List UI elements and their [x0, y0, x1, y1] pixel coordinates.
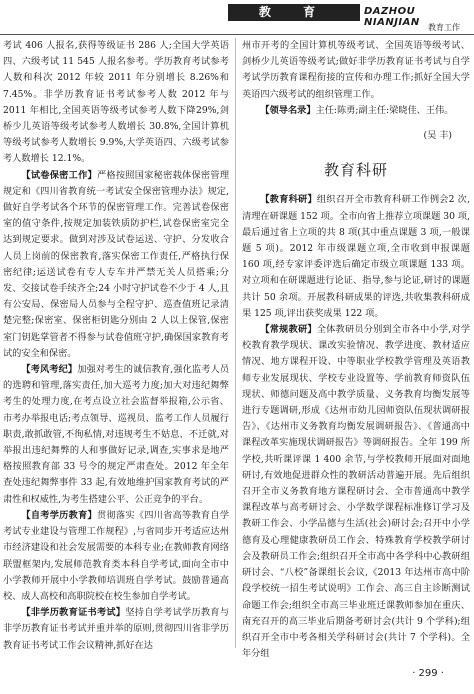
self-study-text: 贯彻落实《四川省高等教育自学考试专业建设与管理工作规程》,与省同步开考适应达州市经济建设和社会发展需要的本科专业;在教师教育网络联盟框架内,发展师范教育类本科自学考试,面向全市中小学教师开展中小学教师培训班自学考试。鼓励普通高校、成人高校和高职院校在校生参加自学考试。	[3, 509, 230, 602]
routine-research-heading: 【常规教研】	[260, 324, 317, 336]
certificate-exam-heading: 【非学历教育证书考试】	[21, 607, 126, 619]
right-column	[242, 38, 470, 662]
research-text: 组织召开全市教育科研工作例会2 次,清理在研课题 152 项。全市向省上推荐立项课题 30 项,最后通过省上立项的共 8 项(其中重点课题 3 项,一般课题 5 项)。2012 年市级课题立项,全市收到申报课题 160 项,经专家评委评选后确定市级立项课题 133 项。对立项和在研课题进行论证、指导,参与论证,研讨的课题共计 50 余项。开展教科研成果的评选,共收集教科研成果 125 项,评出获奖成果 122 项。	[242, 194, 470, 319]
header-rule	[0, 34, 474, 35]
exam-discipline-heading: 【考风考纪】	[21, 364, 78, 376]
page-header	[0, 0, 474, 40]
exam-stats-paragraph: 考试 406 人报名,获得等级证书 286 人;全国大学英语四、六级考试 11 545 人报名参考。学历教育考试参考人数和科次 2012 年较 2011 年分别增长 8.26%和 7.45%。非学历教育证书考试参考人数 2012 年与 2011 年相比,全国英语等级考试参考人数下降29%,剑桥少儿英语等级考试参考人数增长 30.8%,全国计算机等级考试参考人数增长 9.9%,大学英语四、六级考试参考人数增长 12.1%。	[3, 40, 229, 165]
research-heading: 【教育科研】	[260, 194, 317, 206]
column-divider	[235, 38, 236, 648]
certificate-exam-paragraph	[3, 605, 229, 654]
certificate-exam-continued: 州市开考的全国计算机等级考试、全国英语等级考试、剑桥少儿英语等级考试;做好非学历教育证书考试与自学考试学历教育课程衔接的宣传和办理工作;抓好全国大学英语四六级考试的组织管理工作。	[242, 40, 470, 100]
exam-discipline-text: 加强对考生的诚信教育,强化监考人员的选聘和管理,落实责任,加大巡考力度;加大对违纪舞弊考生的处理力度,在考点设立社会监督举报箱,公示省、市考办举报电话;考点领导、巡视员、监考工作人员履行职责,敢抓敢管,不徇私情,对违规考生不姑息、不迁就,对举报出违纪舞弊的人和事做好记录,调查,实事求是地严格按照教育部 33 号令的规定严肃查处。2012 年全年查处违纪舞弊事件 33 起,有效地维护国家教育考试的严肃性和权威性,为考生搭建公平、公正竞争的平台。	[3, 364, 230, 505]
paper-security-heading: 【试卷保密工作】	[21, 169, 97, 181]
leadership-heading: 【领导名录】	[260, 104, 316, 116]
section-name: 教 育	[258, 5, 330, 19]
author-signature: (吴 丰)	[423, 130, 452, 142]
paper-security-text: 严格按照国家秘密载体保密管理规定和《四川省教育统一考试安全保密管理办法》规定,做好自学考试各个环节的保密管理工作。完善试卷保密室的值守条件,按规定加装铁质防护栏,试卷保密室完全达到规定要求。做到对涉及试卷运送、守护、分发收合人员上岗前的保密教育,落实保密工作责任,严格执行保密纪律;运送试卷有专人专车并严禁无关人员搭乘;分发、交接试卷手续齐全;24 小时守护试卷不少于 4 人,且有公安局、保密局人员参与全程守护、巡查值班记录清楚完整;保密室、保密柜钥匙分别由 2 人以上保管,保密室门钥匙掌管者不得参与试卷值班守护,确保国家教育考试的安全和保密。	[3, 169, 230, 359]
section-title: 教育科研	[323, 161, 388, 180]
left-column	[3, 38, 229, 654]
leadership-text: 主任:陈勇;副主任:梁晓佳、王伟。	[315, 104, 454, 116]
subsection-name: 教育工作	[428, 23, 460, 32]
research-paragraph	[242, 192, 470, 322]
page-number: · 299 ·	[412, 668, 444, 679]
exam-discipline-paragraph	[3, 362, 229, 508]
self-study-paragraph	[3, 508, 229, 605]
journal-title: DAZHOU NIANJIAN	[364, 6, 420, 28]
certificate-exam-text: 坚持自学考试学历教育与非学历教育证书考试并重并举的原则,贯彻四川省非学历教育证书考试工作会议精神,抓好在达	[3, 607, 230, 651]
routine-research-text: 全体教研员分别到全市各中小学,对学校教育教学现状、课改实验情况、教学进度、教材适应情况、地方课程开设、中等职业学校教学管理及英语教师专业发展现状、学校专业设置等、学前教育师资队伍现状、师德问题及高中教学质量、义务教育均衡发展等进行专题调研,形成《达州市幼儿园师资队伍现状调研报告》、《达州市义务教育均衡发展调研报告》、《普通高中课程改革实施现状调研报告》等调研报告。全年 199 所学校,共听课评课 1 400 余节,与学校教师开展面对面地研讨,有效地促进群众性的教研活动普遍开展。先后组织召开全市义务教育地方课程研讨会、全市普通高中教学课程改革与高考研讨会、小学数学课程标准修订学习及教研工作会、小学品德与生活(社会)研讨会;召开中小学德育及心理健康教研员工作会、特殊教育学校教学研讨会及教研员工作会;组织召开全市高中各学科中心教研组研讨会、“八校”备课组长会议,《2013 年达州市高中阶段学校统一招生考试说明》工作会、高三自主诊断测试命题工作会;组织全市高三毕业班迁课教师参加在重庆、南充召开的高三毕业后期备考研讨会(共计 9 个学科);组织召开全市中考各相关学科研讨会(共计 7 个学科)。全年分组	[242, 324, 471, 660]
self-study-heading: 【自考学历教育】	[21, 509, 97, 521]
paper-security-paragraph	[3, 168, 229, 362]
routine-research-paragraph	[242, 322, 470, 662]
leadership-paragraph	[242, 103, 470, 119]
